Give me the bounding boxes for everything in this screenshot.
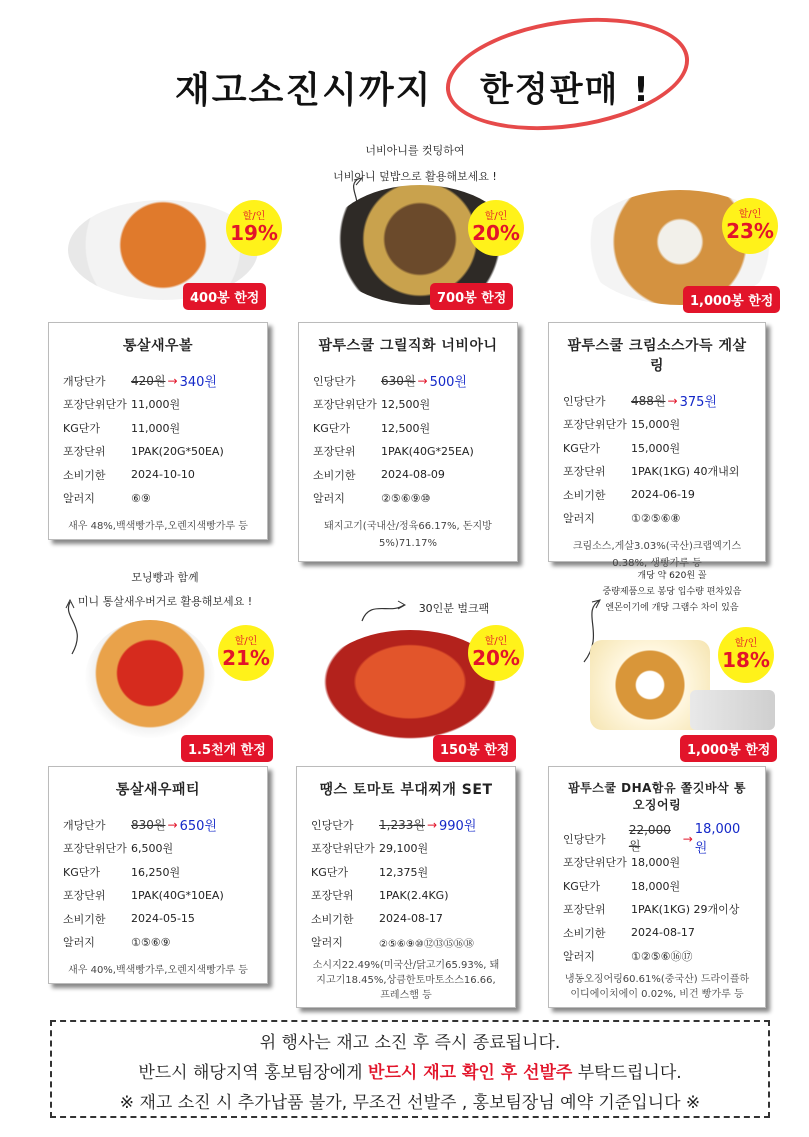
notice-line: 반드시 해당지역 홍보팀장에게 반드시 재고 확인 후 선발주 부탁드립니다.: [138, 1063, 682, 1083]
arrow-right-icon: →: [667, 393, 678, 408]
product-card: 통살새우패티 개당단가 830원 → 650원 포장단위단가 6,500원 KG단가 16,250원 포장단위 1PAK(40G*10EA) 소비기한 2024-05-15 알러지 ①⑤⑥⑨ 새우 40%,백색빵가루,오렌지색빵가루 등: [48, 766, 268, 984]
notice-line: 위 행사는 재고 소진 후 즉시 종료됩니다.: [259, 1033, 561, 1053]
curly-arrow-icon: [58, 598, 98, 658]
product-card: 땡스 토마토 부대찌개 SET 인당단가 1,233원 → 990원 포장단위단가 29,100원 KG단가 12,375원 포장단위 1PAK(2.4KG) 소비기한 2024-08-17 알러지 ②⑤⑥⑨⑩⑫⑬⑮⑯⑱ 소시지22.49%(미국산/닭고기65.93%, 돼지고기18.45%,상큼한토마토소스16.66, 프레스햄 등: [296, 766, 516, 1008]
arrow-right-icon: →: [682, 831, 693, 846]
limit-tag: 400봉 한정: [183, 283, 266, 310]
product-name: 팜투스쿨 DHA함유 쫄깃바삭 통오징어링: [568, 781, 746, 812]
product-card: 팜투스쿨 그릴직화 너비아니 인당단가 630원 → 500원 포장단위단가 12,500원 KG단가 12,500원 포장단위 1PAK(40G*25EA) 소비기한 2024-08-09 알러지 ②⑤⑥⑨⑩ 돼지고기(국내산/정육66.17%, 돈지방5%)71.17%: [298, 322, 518, 562]
arrow-right-icon: →: [167, 373, 178, 388]
shrimp-patty-image: [85, 620, 215, 738]
ingredients: 소시지22.49%(미국산/닭고기65.93%, 돼지고기18.45%,상큼한토마토소스16.66, 프레스햄 등: [312, 960, 500, 1001]
product-card: 통살새우볼 개당단가 420원 → 340원 포장단위단가 11,000원 KG단가 11,000원 포장단위 1PAK(20G*50EA) 소비기한 2024-10-10 알러지 ⑥⑨ 새우 48%,백색빵가루,오렌지색빵가루 등: [48, 322, 268, 540]
arrow-right-icon: →: [417, 373, 428, 388]
price-row: 개당단가 830원 → 650원: [63, 817, 217, 835]
discount-badge: 할/인 20%: [468, 625, 524, 681]
discount-badge: 할/인 19%: [226, 200, 282, 256]
ingredients: 냉동오징어링60.61%(중국산) 드라이플하이디에이치에이 0.02%, 비건 빵가루 등: [564, 974, 750, 1000]
limit-tag: 150봉 한정: [433, 735, 516, 762]
limit-tag: 1,000봉 한정: [680, 735, 777, 762]
note-neobiani: 너비아니를 컷팅하여 너비아니 덮밥으로 활용해보세요 !: [333, 144, 497, 183]
note-bulk-pack: 30인분 벌크팩: [418, 602, 490, 615]
discount-badge: 할/인 20%: [468, 200, 524, 256]
note-shrimp-burger: 모닝빵과 함께 미니 통살새우버거로 활용해보세요 !: [77, 571, 253, 608]
product-name: 통살새우패티: [115, 782, 201, 798]
price-row: 인당단가 630원 → 500원: [313, 373, 467, 391]
limit-tag: 700봉 한정: [430, 283, 513, 310]
squid-ring-side-image: [690, 690, 775, 730]
limit-tag: 1,000봉 한정: [683, 286, 780, 313]
ingredients: 돼지고기(국내산/정육66.17%, 돈지방5%)71.17%: [324, 521, 492, 549]
product-card: 팜투스쿨 DHA함유 쫄깃바삭 통오징어링 인당단가 22,000원 → 18,000원 포장단위단가 18,000원 KG단가 18,000원 포장단위 1PAK(1KG) 29개이상 소비기한 2024-08-17 알러지 ①②⑤⑥⑯⑰ 냉동오징어링60.61%(중국산) 드라이플하이디에이치에이 0.02%, 비건 빵가루 등: [548, 766, 766, 1008]
note-squid-ring: 개당 약 620원 꼴 중량제품으로 봉당 입수량 편차있음 엔몬이기에 개당 그램수 차이 있음: [602, 571, 742, 613]
notice-line: ※ 재고 소진 시 추가납품 불가, 무조건 선발주 , 홍보팀장님 예약 기준입니다 ※: [119, 1093, 701, 1113]
discount-badge: 할/인 18%: [718, 627, 774, 683]
page-title: 재고소진시까지: [175, 70, 433, 111]
discount-badge: 할/인 23%: [722, 198, 778, 254]
discount-badge: 할/인 21%: [218, 625, 274, 681]
price-row: 인당단가 1,233원 → 990원: [311, 817, 477, 835]
ingredients: 새우 40%,백색빵가루,오렌지색빵가루 등: [68, 965, 248, 976]
ingredients: 새우 48%,백색빵가루,오렌지색빵가루 등: [68, 521, 248, 532]
page-title-highlight: 한정판매 !: [480, 70, 651, 110]
curly-arrow-icon: [360, 595, 408, 625]
ingredients: 크림소스,게살3.03%(국산)크랩엑기스 0.38%, 생빵가루 등: [572, 541, 742, 569]
price-row: 개당단가 420원 → 340원: [63, 373, 217, 391]
arrow-right-icon: →: [167, 817, 178, 832]
product-name: 땡스 토마토 부대찌개 SET: [319, 782, 493, 798]
product-name: 팜투스쿨 크림소스가득 게살링: [567, 338, 747, 374]
limit-tag: 1.5천개 한정: [181, 735, 273, 762]
product-card: 팜투스쿨 크림소스가득 게살링 인당단가 488원 → 375원 포장단위단가 15,000원 KG단가 15,000원 포장단위 1PAK(1KG) 40개내외 소비기한 2024-06-19 알러지 ①②⑤⑥⑧ 크림소스,게살3.03%(국산)크랩엑기스 0.38%, 생빵가루 등: [548, 322, 766, 562]
product-name: 통살새우볼: [122, 338, 194, 354]
price-row: 인당단가 488원 → 375원: [563, 393, 717, 411]
arrow-right-icon: →: [426, 817, 438, 832]
product-name: 팜투스쿨 그릴직화 너비아니: [318, 338, 498, 354]
notice-box: [50, 1020, 770, 1118]
price-row: 인당단가 22,000원 → 18,000원: [563, 821, 741, 856]
